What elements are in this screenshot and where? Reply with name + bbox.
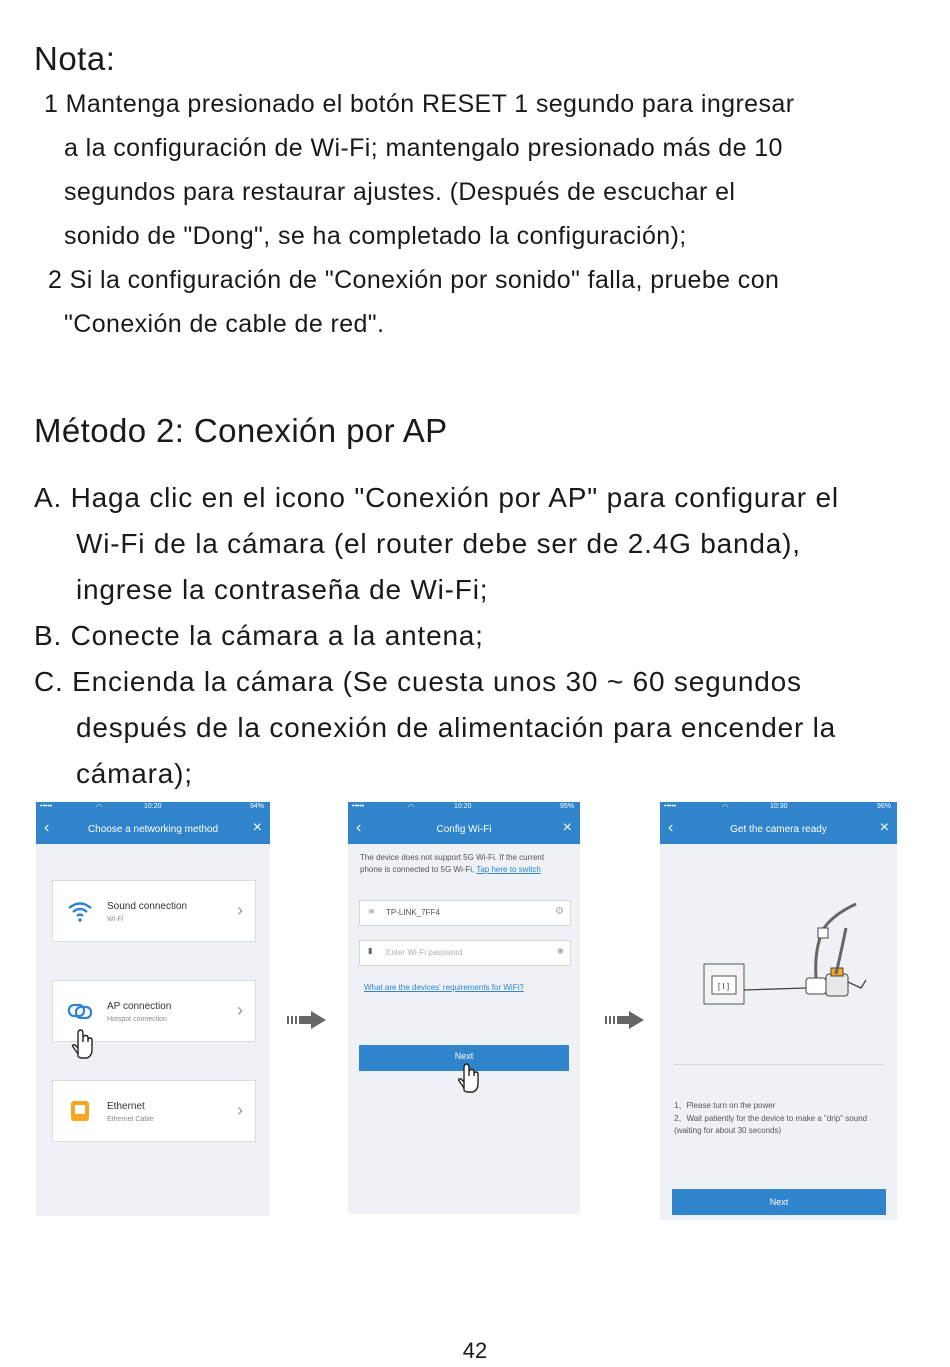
- arrow-right-icon: [605, 1010, 645, 1030]
- page-number: 42: [462, 1338, 488, 1363]
- step-a-line-1: A. Haga clic en el icono "Conexión por AP" para configurar el: [34, 482, 839, 513]
- nav-bar: [660, 814, 897, 844]
- wifi-requirements-link[interactable]: What are the devices' requirements for WiFi?: [364, 983, 524, 992]
- ethernet-option[interactable]: Ethernet Ethernet Cable ›: [52, 1080, 256, 1142]
- note-heading: Nota:: [34, 40, 116, 77]
- method-heading: Método 2: Conexión por AP: [34, 412, 448, 449]
- note-line-4: sonido de "Dong", se ha completado la configuración);: [64, 222, 687, 250]
- wifi-password-field[interactable]: ▮ Enter Wi-Fi password ◉: [359, 940, 571, 966]
- next-button[interactable]: Next: [359, 1045, 569, 1071]
- instruction-2: 2、Wait patiently for the device to make a "drip" sound (waiting for about 30 seconds): [674, 1114, 868, 1135]
- back-icon[interactable]: ‹: [668, 819, 674, 836]
- camera-power-illustration: [696, 898, 876, 1018]
- screen-title: Get the camera ready: [730, 824, 827, 835]
- back-icon[interactable]: ‹: [44, 819, 50, 836]
- wifi-status-icon: ◠: [722, 804, 729, 811]
- wifi-status-icon: ◠: [408, 804, 415, 811]
- gear-icon[interactable]: ⚙: [555, 906, 564, 917]
- screen-title: Config Wi-Fi: [436, 824, 492, 835]
- close-icon[interactable]: ×: [879, 819, 889, 836]
- arrow-right-icon: [287, 1010, 327, 1030]
- step-c-line-2: después de la conexión de alimentación para encender la: [76, 712, 837, 743]
- close-icon[interactable]: ×: [562, 819, 572, 836]
- screen-title: Choose a networking method: [87, 824, 219, 835]
- instruction-1: 1、Please turn on the power: [674, 1101, 776, 1110]
- step-b: B. Conecte la cámara a la antena;: [34, 620, 484, 651]
- chevron-right-icon: ›: [237, 1100, 243, 1120]
- nav-bar: [36, 814, 270, 844]
- step-a-line-2: Wi-Fi de la cámara (el router debe ser de 2.4G banda),: [76, 528, 801, 559]
- 5g-notice: The device does not support 5G Wi-Fi. If the current phone is connected to 5G Wi-Fi, Tap here to switch: [360, 853, 545, 874]
- wifi-ssid-field[interactable]: ≋ TP-LINK_7FF4 ⚙: [359, 900, 571, 926]
- screenshot-choose-method: [36, 802, 270, 1216]
- step-c-line-3: cámara);: [76, 758, 193, 789]
- note-line-6: "Conexión de cable de red".: [64, 310, 385, 338]
- switch-wifi-link[interactable]: Tap here to switch: [476, 865, 541, 874]
- nav-bar: [348, 814, 580, 844]
- note-line-1: 1 Mantenga presionado el botón RESET 1 segundo para ingresar: [44, 90, 795, 118]
- status-bar: ••••• ◠ 10:30 96%: [660, 802, 897, 814]
- back-icon[interactable]: ‹: [356, 819, 362, 836]
- eye-icon[interactable]: ◉: [557, 946, 564, 955]
- hand-pointer-icon: [70, 1026, 96, 1060]
- step-a-line-3: ingrese la contraseña de Wi-Fi;: [76, 574, 489, 605]
- chevron-right-icon: ›: [237, 1000, 243, 1020]
- next-button[interactable]: Next: [672, 1189, 886, 1215]
- note-line-5: 2 Si la configuración de "Conexión por sonido" falla, pruebe con: [48, 266, 780, 294]
- wifi-icon: [67, 899, 93, 923]
- status-bar: ••••• ◠ 10:20 94%: [36, 802, 270, 814]
- status-bar: ••••• ◠ 10:20 95%: [348, 802, 580, 814]
- close-icon[interactable]: ×: [252, 819, 262, 836]
- hand-pointer-icon: [456, 1060, 482, 1094]
- screenshot-config-wifi: [348, 802, 580, 1214]
- svg-text:[ I ]: [ I ]: [718, 982, 730, 991]
- sound-connection-option[interactable]: Sound connection Wi-Fi ›: [52, 880, 256, 942]
- note-line-3: segundos para restaurar ajustes. (Después de escuchar el: [64, 178, 736, 206]
- note-line-2: a la configuración de Wi-Fi; mantengalo presionado más de 10: [64, 134, 783, 162]
- wifi-icon: ≋: [368, 907, 375, 916]
- ethernet-icon: [67, 1099, 93, 1123]
- ap-connection-option[interactable]: AP connection Hotspot connection ›: [52, 980, 256, 1042]
- hotspot-icon: [67, 999, 93, 1023]
- chevron-right-icon: ›: [237, 900, 243, 920]
- wifi-status-icon: ◠: [96, 804, 103, 811]
- lock-icon: ▮: [368, 946, 373, 955]
- step-c-line-1: C. Encienda la cámara (Se cuesta unos 30 ~ 60 segundos: [34, 666, 802, 697]
- screenshot-camera-ready: [660, 802, 897, 1220]
